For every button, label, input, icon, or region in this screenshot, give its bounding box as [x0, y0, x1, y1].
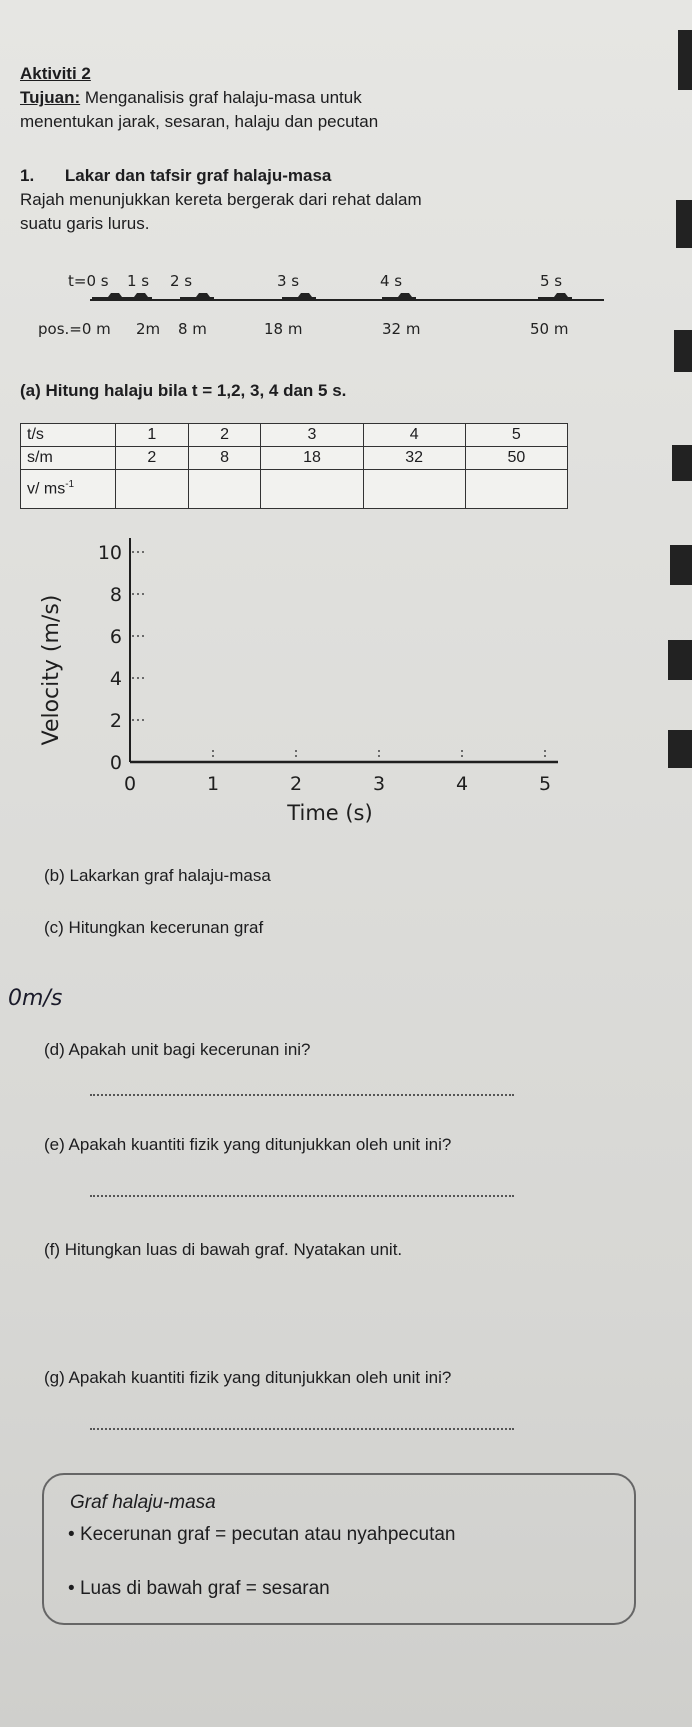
bullet-icon: • — [68, 1524, 75, 1545]
objective-label: Tujuan: — [20, 88, 81, 107]
y-tick-label: 2 — [109, 710, 122, 732]
table-cell: 1 — [116, 424, 189, 447]
objective-line-1 — [20, 88, 362, 108]
binder-tab — [668, 640, 692, 680]
row-label-t: t/s — [21, 424, 116, 447]
table-cell: 8 — [188, 447, 261, 470]
table-cell-empty[interactable] — [116, 470, 189, 509]
position-label-1: 2m — [136, 320, 161, 338]
row-label-s: s/m — [21, 447, 116, 470]
velocity-time-chart — [20, 530, 580, 830]
table-cell: 4 — [363, 424, 465, 447]
question-b: (b) Lakarkan graf halaju-masa — [44, 866, 271, 885]
car-icon — [180, 293, 214, 300]
objective-text-1: Menganalisis graf halaju-masa untuk — [84, 88, 362, 107]
position-label-5: 50 m — [530, 320, 569, 338]
handwritten-answer: 0m/s — [8, 986, 63, 1011]
car-icon — [118, 293, 152, 300]
car-icon — [382, 293, 416, 300]
y-tick-label: 0 — [109, 752, 122, 774]
activity-title: Aktiviti 2 — [20, 64, 91, 83]
binder-tab — [672, 445, 692, 481]
y-tick-label: 8 — [109, 584, 122, 606]
table-cell: 2 — [188, 424, 261, 447]
data-table — [20, 423, 568, 509]
y-tick-label: 6 — [109, 626, 122, 648]
x-tick-label: 3 — [372, 773, 386, 795]
x-axis-label: Time (s) — [287, 801, 373, 825]
table-cell: 5 — [465, 424, 567, 447]
summary-text-2: Luas di bawah graf = sesaran — [79, 1578, 330, 1599]
summary-bullet-2 — [68, 1578, 330, 1600]
table-row-velocity — [21, 470, 568, 509]
velocity-unit-exponent: -1 — [65, 479, 75, 491]
bullet-icon: • — [68, 1578, 75, 1599]
section-number: 1. — [20, 166, 35, 185]
answer-line-d[interactable] — [90, 1094, 514, 1096]
question-c: (c) Hitungkan kecerunan graf — [44, 918, 264, 937]
objective-line-2: menentukan jarak, sesaran, halaju dan pecutan — [20, 112, 379, 131]
row-label-v — [21, 470, 116, 509]
x-tick-label: 4 — [455, 773, 469, 795]
table-cell: 2 — [116, 447, 189, 470]
answer-line-g[interactable] — [90, 1428, 514, 1430]
car-icons — [92, 293, 572, 300]
binder-tab — [676, 200, 692, 248]
section-1-line-2: suatu garis lurus. — [20, 214, 150, 233]
time-label-1: 1 s — [127, 272, 150, 290]
time-label-0: t=0 s — [68, 272, 109, 290]
time-label-2: 2 s — [170, 272, 193, 290]
table-cell: 32 — [363, 447, 465, 470]
question-f: (f) Hitungkan luas di bawah graf. Nyatakan unit. — [44, 1240, 403, 1259]
question-d: (d) Apakah unit bagi kecerunan ini? — [44, 1040, 311, 1059]
position-label-3: 18 m — [264, 320, 303, 338]
car-icon — [538, 293, 572, 300]
answer-line-e[interactable] — [90, 1195, 514, 1197]
table-cell-empty[interactable] — [261, 470, 363, 509]
binder-tab — [678, 30, 692, 90]
time-label-3: 3 s — [277, 272, 300, 290]
position-label-2: 8 m — [178, 320, 207, 338]
summary-bullet-1 — [68, 1524, 455, 1546]
summary-text-1: Kecerunan graf = pecutan atau nyahpecutan — [79, 1524, 456, 1545]
velocity-unit-label: v/ ms — [27, 480, 66, 498]
y-axis-label: Velocity (m/s) — [39, 594, 64, 746]
table-cell-empty[interactable] — [188, 470, 261, 509]
time-label-5: 5 s — [540, 272, 563, 290]
summary-title: Graf halaju-masa — [70, 1492, 216, 1513]
table-cell-empty[interactable] — [363, 470, 465, 509]
table-row-position — [21, 447, 568, 470]
time-label-4: 4 s — [380, 272, 403, 290]
binder-tab — [668, 730, 692, 768]
binder-tab — [670, 545, 692, 585]
section-1-line-1: Rajah menunjukkan kereta bergerak dari rehat dalam — [20, 190, 422, 209]
position-label-4: 32 m — [382, 320, 421, 338]
x-tick-label: 1 — [206, 773, 220, 795]
car-motion-diagram — [30, 266, 610, 342]
y-tick-label: 10 — [97, 542, 122, 564]
table-row-time — [21, 424, 568, 447]
binder-tab — [674, 330, 692, 372]
question-e: (e) Apakah kuantiti fizik yang ditunjukkan oleh unit ini? — [44, 1135, 452, 1154]
table-cell: 50 — [465, 447, 567, 470]
y-tick-label: 4 — [109, 668, 122, 690]
table-cell-empty[interactable] — [465, 470, 567, 509]
question-g: (g) Apakah kuantiti fizik yang ditunjukkan oleh unit ini? — [44, 1368, 452, 1387]
position-label-0: pos.=0 m — [38, 320, 111, 338]
section-title: Lakar dan tafsir graf halaju-masa — [64, 166, 332, 185]
x-tick-label: 2 — [289, 773, 303, 795]
question-a: (a) Hitung halaju bila t = 1,2, 3, 4 dan 5 s. — [20, 381, 347, 400]
x-tick-label: 0 — [123, 773, 137, 795]
car-icon — [282, 293, 316, 300]
section-1-heading — [20, 166, 331, 186]
x-tick-label: 5 — [538, 773, 552, 795]
table-cell: 3 — [261, 424, 363, 447]
table-cell: 18 — [261, 447, 363, 470]
